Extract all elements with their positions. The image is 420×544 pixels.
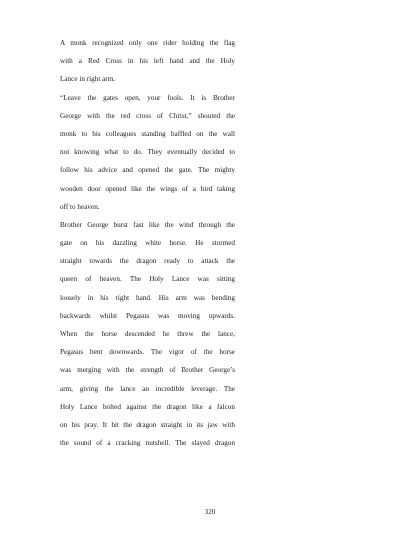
text-line: George with the red cross of Christ,” shouted the [60,111,235,120]
text-line: Brother George burst fast like the wind through the [60,220,235,229]
body-text [60,34,235,452]
text-line: follow his advice and opened the gate. The mighty [60,166,235,175]
text-line: backwards whilst Pegasus was moving upwards. [60,311,235,320]
text-line: off to heaven. [60,202,100,211]
text-line: “Leave the gates open, your fools. It is Brother [60,93,235,102]
text-line: was merging with the strength of Brother George’s [60,366,235,375]
text-line: not knowing what to do. They eventually decided to [60,148,235,157]
text-line: When the horse descended he threw the lance, [60,330,235,338]
text-line: the sound of a cracking nutshell. The slayed dragon [60,439,235,448]
text-line: gate on his dazzling white horse. He stormed [60,239,235,248]
text-line: straight towards the dragon ready to attack the [60,257,235,266]
page-number: 320 [204,508,216,516]
text-line: monk to his colleagues standing baffled on the wall [60,129,235,138]
text-line: Holy Lance bolted against the dragon like a falcon [60,402,235,411]
text-line: loosely in his right hand. His arm was bending [60,293,235,302]
text-line: with a Red Cross in his left hand and the Holy [60,57,235,66]
text-line: A monk recognized only one rider holding the flag [60,39,235,47]
text-line: Pegasus bent downwards. The vigor of the horse [60,348,235,357]
text-line: on his pray. It hit the dragon straight in its jaw with [60,420,235,429]
text-line: queen of heaven. The Holy Lance was sitting [60,275,235,284]
text-line: Lance in right arm. [60,75,116,84]
text-line: arm, giving the lance an incredible leverage. The [60,384,235,393]
text-line: wooden door opened like the wings of a bird taking [60,184,235,193]
